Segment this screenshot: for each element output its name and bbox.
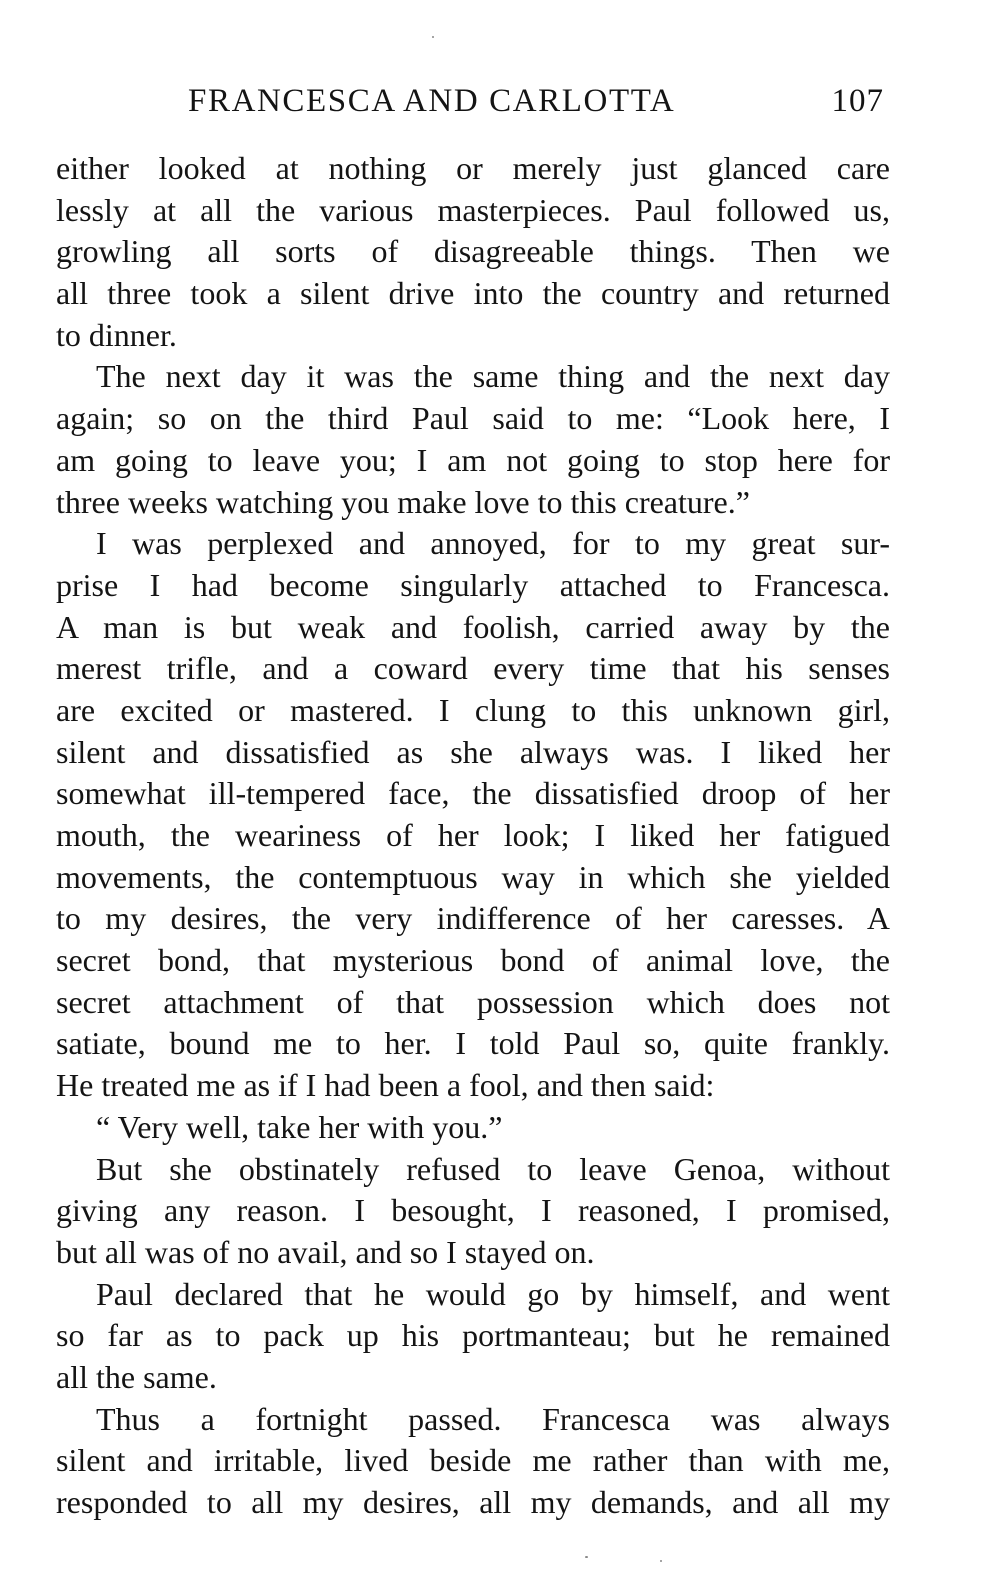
text-line: secret bond, that mysterious bond of animal love, the bbox=[56, 942, 890, 979]
text-line: somewhat ill-tempered face, the dissatisfied droop of her bbox=[56, 775, 890, 812]
text-line: merest trifle, and a coward every time that his senses bbox=[56, 650, 890, 687]
text-line: “ Very well, take her with you.” bbox=[96, 1108, 503, 1145]
text-line: silent and dissatisfied as she always was. I liked her bbox=[56, 733, 890, 770]
text-line: prise I had become singularly attached to Francesca. bbox=[56, 566, 890, 603]
text-line: to dinner. bbox=[56, 316, 177, 353]
text-line: again; so on the third Paul said to me: “Look here, I bbox=[56, 400, 890, 437]
text-line: growling all sorts of disagreeable things. Then we bbox=[56, 233, 890, 270]
text-line: Paul declared that he would go by himself, and went bbox=[96, 1275, 890, 1312]
text-line: three weeks watching you make love to this creature.” bbox=[56, 483, 750, 520]
text-line: silent and irritable, lived beside me rather than with me, bbox=[56, 1442, 890, 1479]
text-line: mouth, the weariness of her look; I liked her fatigued bbox=[56, 817, 890, 853]
text-line: satiate, bound me to her. I told Paul so, quite frankly. bbox=[56, 1025, 890, 1062]
text-line: all three took a silent drive into the country and returned bbox=[56, 275, 890, 312]
text-line: all the same. bbox=[56, 1358, 217, 1395]
text-line: The next day it was the same thing and the next day bbox=[96, 358, 890, 395]
text-line: I was perplexed and annoyed, for to my great sur- bbox=[96, 525, 890, 562]
text-line: either looked at nothing or merely just glanced care bbox=[56, 150, 890, 186]
text-line: are excited or mastered. I clung to this unknown girl, bbox=[56, 691, 890, 728]
text-line: responded to all my desires, all my demands, and all my bbox=[56, 1484, 890, 1520]
text-line: But she obstinately refused to leave Genoa, without bbox=[96, 1150, 890, 1187]
scan-speck bbox=[660, 1560, 662, 1562]
text-line: to my desires, the very indifference of her caresses. A bbox=[56, 900, 890, 937]
text-line: Thus a fortnight passed. Francesca was always bbox=[96, 1400, 890, 1437]
page-number: 107 bbox=[831, 83, 884, 119]
text-line: but all was of no avail, and so I stayed on. bbox=[56, 1233, 595, 1270]
text-line: so far as to pack up his portmanteau; but he remained bbox=[56, 1317, 890, 1354]
text-line: lessly at all the various masterpieces. Paul followed us, bbox=[56, 191, 890, 228]
text-line: movements, the contemptuous way in which she yielded bbox=[56, 858, 890, 895]
text-line: secret attachment of that possession which does not bbox=[56, 983, 890, 1020]
running-title: FRANCESCA AND CARLOTTA bbox=[188, 83, 676, 119]
body-text bbox=[56, 148, 890, 1524]
scan-speck bbox=[432, 36, 434, 38]
text-line: He treated me as if I had been a fool, and then said: bbox=[56, 1067, 715, 1104]
text-line: A man is but weak and foolish, carried away by the bbox=[56, 608, 890, 645]
running-head bbox=[56, 76, 890, 126]
text-line: giving any reason. I besought, I reasoned, I promised, bbox=[56, 1192, 890, 1229]
scan-speck bbox=[585, 1556, 588, 1558]
text-line: am going to leave you; I am not going to stop here for bbox=[56, 441, 890, 478]
